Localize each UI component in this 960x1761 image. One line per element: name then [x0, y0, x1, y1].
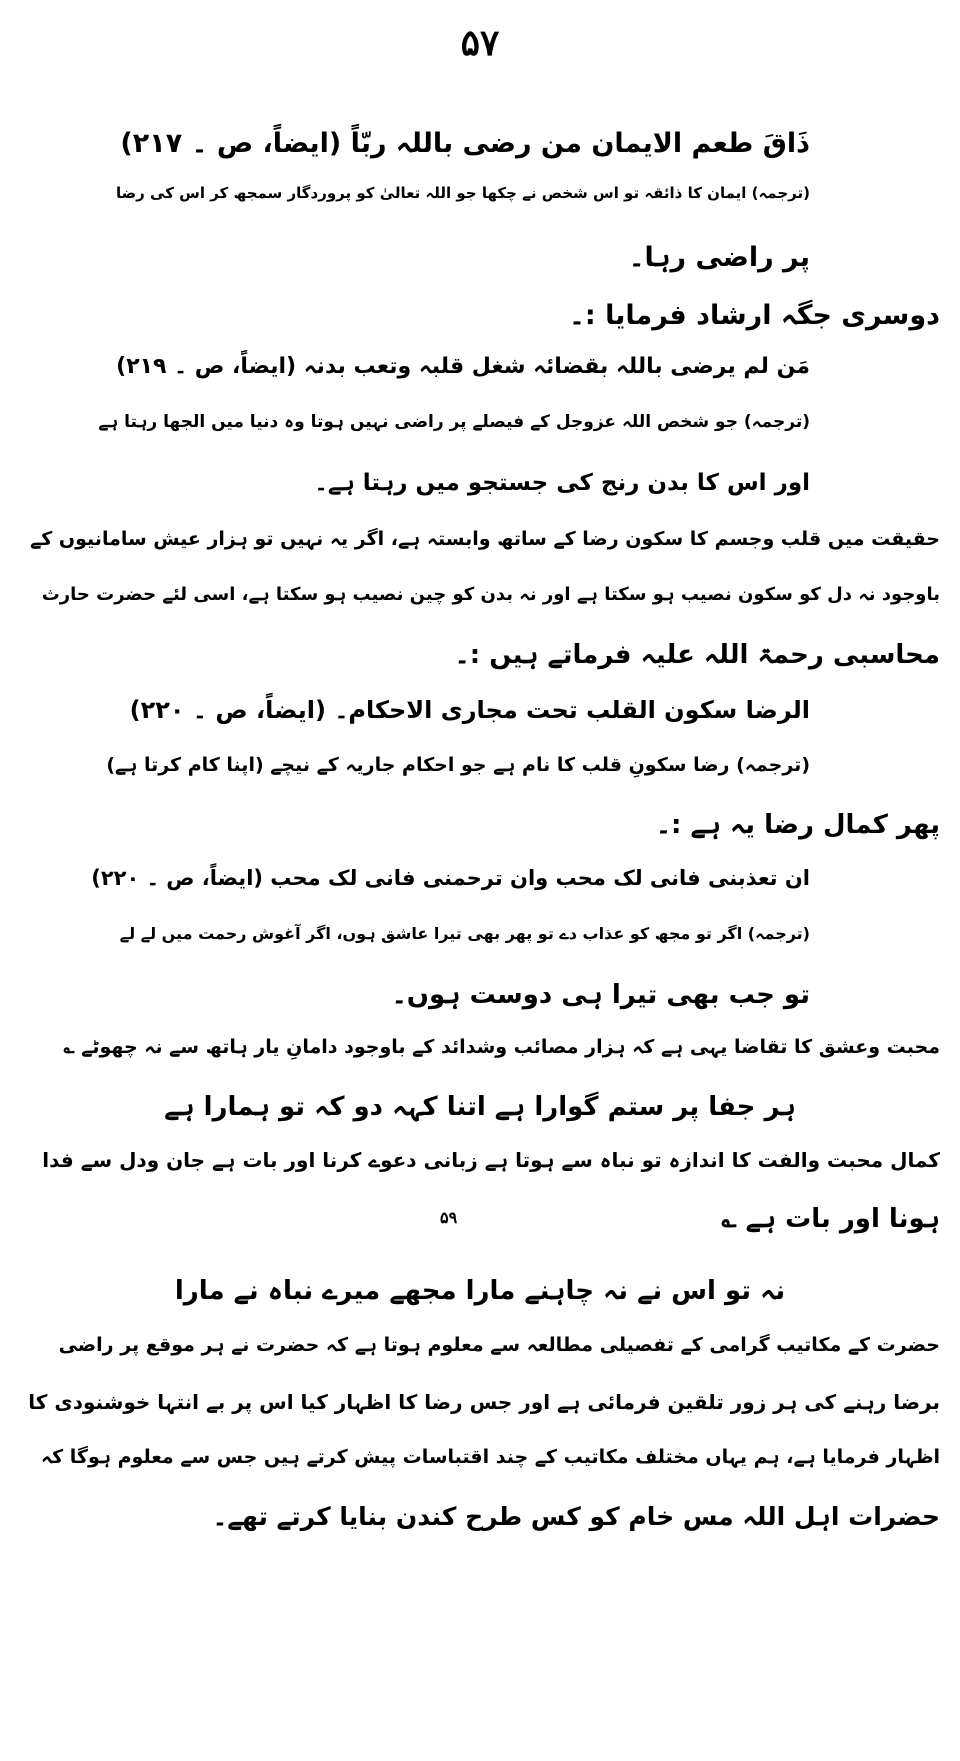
paragraph-line: برضا رہنے کی ہر زور تلقین فرمائی ہے اور جس رضا کا اظہار کیا اس پر بے انتہا خوشنودی کا [28, 1390, 940, 1414]
poetry-couplet-1: ہر جفا پر ستم گوارا ہے اتنا کہہ دو کہ تو ہمارا ہے [164, 1092, 796, 1122]
footnote-mark: ۵۹ [440, 1208, 458, 1227]
translation-1-line-1: (ترجمہ) ایمان کا ذائقہ تو اس شخص نے چکھا جو اللہ تعالیٰ کو پروردگار سمجھ کر اس کی رضا [116, 184, 810, 202]
paragraph-line: ہونا اور بات ہے ؎ [721, 1204, 940, 1234]
translation-1-line-2: پر راضی رہا۔ [628, 242, 810, 273]
paragraph-line: کمال محبت والفت کا اندازہ تو نباہ سے ہوتا ہے زبانی دعوے کرنا اور بات ہے جان ودل سے فدا [42, 1148, 940, 1172]
paragraph-line: پھر کمال رضا یہ ہے :۔ [655, 810, 940, 840]
arabic-quote-1: ذَاقَ طعم الایمان من رضی باللہ ربّاً (ایضاً، ص ۔ ۲۱۷) [120, 128, 810, 159]
translation-2-line-2: اور اس کا بدن رنج کی جستجو میں رہتا ہے۔ [314, 470, 810, 496]
poetry-couplet-2: نہ تو اس نے نہ چاہنے مارا مجھے میرے نباہ نے مارا [174, 1276, 786, 1306]
paragraph-line: محاسبی رحمۃ اللہ علیہ فرماتے ہیں :۔ [454, 640, 940, 670]
translation-2-line-1: (ترجمہ) جو شخص اللہ عزوجل کے فیصلے پر راضی نہیں ہوتا وہ دنیا میں الجھا رہتا ہے [98, 412, 810, 432]
arabic-quote-3: الرضا سکون القلب تحت مجاری الاحکام۔ (ایضاً، ص ۔ ۲۲۰) [129, 696, 810, 724]
arabic-quote-4: ان تعذبنی فانی لک محب وان ترحمنی فانی لک محب (ایضاً، ص ۔ ۲۲۰) [91, 866, 810, 890]
paragraph-line: اظہار فرمایا ہے، ہم یہاں مختلف مکاتیب کے چند اقتباسات پیش کرتے ہیں جس سے معلوم ہوگا کہ [40, 1446, 940, 1468]
paragraph-line: باوجود نہ دل کو سکون نصیب ہو سکتا ہے اور نہ بدن کو چین نصیب ہو سکتا ہے، اسی لئے حضرت حارث [41, 584, 940, 605]
translation-3: (ترجمہ) رضا سکونِ قلب کا نام ہے جو احکام جاریہ کے نیچے (اپنا کام کرتا ہے) [106, 754, 810, 776]
paragraph-line: حضرات اہل اللہ مس خام کو کس طرح کندن بنایا کرتے تھے۔ [212, 1502, 940, 1531]
paragraph-line: حضرت کے مکاتیب گرامی کے تفصیلی مطالعہ سے معلوم ہوتا ہے کہ حضرت نے ہر موقع پر راضی [58, 1334, 940, 1356]
translation-4-line-2: تو جب بھی تیرا ہی دوست ہوں۔ [391, 980, 810, 1010]
arabic-quote-2: مَن لم یرضی باللہ بقضائہ شغل قلبہ وتعب بدنہ (ایضاً، ص ۔ ۲۱۹) [116, 354, 810, 379]
paragraph-line: محبت وعشق کا تقاضا یہی ہے کہ ہزار مصائب وشدائد کے باوجود دامانِ یار ہاتھ سے نہ چھوٹے ؎ [63, 1036, 940, 1058]
page-number: ۵۷ [460, 22, 500, 64]
translation-4-line-1: (ترجمہ) اگر تو مجھ کو عذاب دے تو پھر بھی تیرا عاشق ہوں، اگر آغوش رحمت میں لے لے [119, 924, 810, 943]
paragraph-line: دوسری جگہ ارشاد فرمایا :۔ [569, 300, 940, 331]
paragraph-line: حقیقت میں قلب وجسم کا سکون رضا کے ساتھ وابستہ ہے، اگر یہ نہیں تو ہزار عیش سامانیوں کے [30, 528, 940, 550]
